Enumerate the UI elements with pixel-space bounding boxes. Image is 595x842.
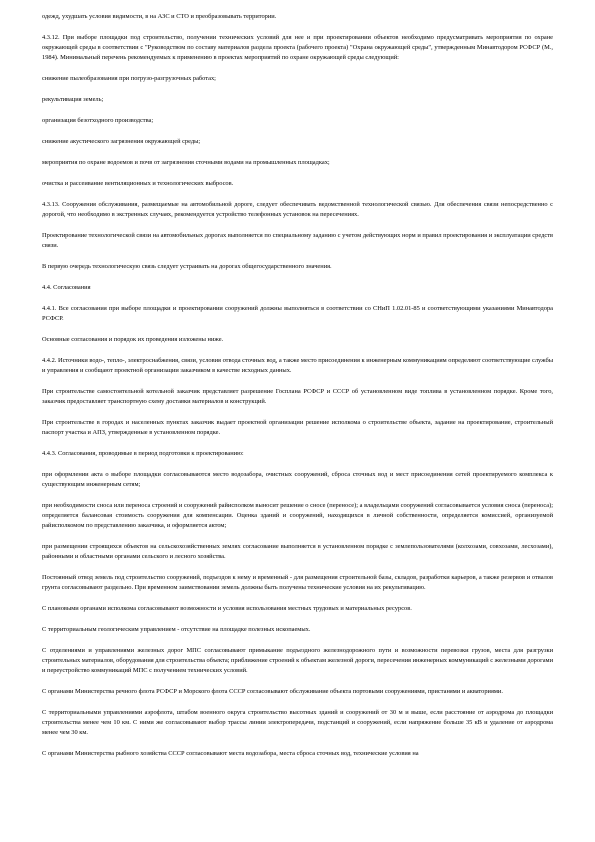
text-paragraph: С плановыми органами исполкома согласовывают возможности и условия использования местных трудовых и материальных ресурсов. bbox=[42, 605, 412, 612]
list-item: при оформлении акта о выборе площадки согласовываются место водозабора, очистных сооружений, сброса сточных вод и мест присоединения сетей проектируемого комплекса к существующим инженерным сетям; bbox=[42, 471, 553, 488]
text-paragraph: С территориальным геологическим управлением - отсутствие на площадке полезных ископаемых. bbox=[42, 626, 311, 633]
list-item: при необходимости сноса или переноса строений и сооружений райисполком выносит решение о сносе (переносе); а владельцами сооружений согласовывается условия сноса (переноса); определяется балансовая стоимость сооружения для компенсации. Оценка зданий и сооружений, находящихся в личной собственности, определяется комиссией, организуемой райисполкомом по представлению заказчика, и оформляется актом; bbox=[42, 502, 553, 529]
text-paragraph: При строительстве самостоятельной котельной заказчик представляет разрешение Госплана РСФСР и СССР об установленном виде топлива в установленном порядке. Кроме того, заказчик предоставляет транспортную схему доставки материалов и конструкций. bbox=[42, 388, 553, 405]
text-paragraph: 4.4.1. Все согласования при выборе площадки и проектировании сооружений должны выполняться в соответствии со СНиП 1.02.01-85 и соответствующими указаниями Минавтодора РСФСР. bbox=[42, 305, 553, 322]
text-paragraph: 4.3.13. Сооружения обслуживания, размещаемые на автомобильной дороге, следует обеспечивать ведомственной технологической связью. Для обеспечения связи непосредственно с дорогой, что необходимо в экстренных случаях, рекомендуется устройство телефонных установок на пересечениях. bbox=[42, 201, 553, 218]
text-paragraph: С органами Министерства речного флота РСФСР и Морского флота СССР согласовывают обслуживание объекта портовыми сооружениями, пристанями и акваториями. bbox=[42, 688, 503, 695]
list-item: при размещении строящихся объектов на сельскохозяйственных землях согласование выполняется в установленном порядке с землепользователями (колхозами, совхозами, лесхозами), районными и областными органами сельского и лесного хозяйства. bbox=[42, 543, 553, 560]
list-item: снижение акустического загрязнения окружающей среды; bbox=[42, 138, 201, 145]
text-paragraph: С территориальными управлениями аэрофлота, штабом военного округа строительство высотных зданий и сооружений от 30 м и выше, если расстояние от аэродрома до площадки строительства менее чем 10 км. С ними же согласовывают выбор трассы линии электропередачи, подстанций и сооружений, если напряжение больше 35 кВ и удаление от аэродрома менее чем 30 км. bbox=[42, 709, 553, 736]
text-paragraph: одежд, ухудшать условия видимости, в на АЗС и СТО и преобразовывать территории. bbox=[42, 13, 277, 20]
list-item: снижение пылеобразования при погрузо-разгрузочных работах; bbox=[42, 75, 216, 82]
text-paragraph: С органами Министерства рыбного хозяйства СССР согласовывают места водозабора, места сброса сточных вод, технические условия на bbox=[42, 750, 419, 757]
text-paragraph: 4.4.2. Источники водо-, тепло-, электроснабжения, связи, условия отвода сточных вод, а также место присоединения к инженерным коммуникациям определяют соответствующие службы и управления и сообщают проектной организации заказчиком в качестве исходных данных. bbox=[42, 357, 553, 374]
text-paragraph: Основные согласования и порядок их проведения изложены ниже. bbox=[42, 336, 224, 343]
text-paragraph: При строительстве в городах и населенных пунктах заказчик выдает проектной организации решение исполкома о строительстве объекта, задание на проектирование, строительный паспорт участка и АПЗ, утвержденные в установленном порядке. bbox=[42, 419, 553, 436]
text-paragraph: 4.4.3. Согласования, проводимые в период подготовки к проектированию: bbox=[42, 450, 244, 457]
list-item: рекультивация земель; bbox=[42, 96, 104, 103]
text-paragraph: Постоянный отвод земель под строительство сооружений, подъездов к нему и временный - для размещения строительной базы, складов, разработки карьеров, а также резервов и отвалов грунта согласовывают раздельно. При временном заимствовании земель должны быть получены технические условия на их рекультивацию. bbox=[42, 574, 553, 591]
text-paragraph: Проектирование технологической связи на автомобильных дорогах выполняется по специальному заданию с учетом действующих норм и правил проектирования и эксплуатации средств связи. bbox=[42, 232, 553, 249]
text-paragraph: В первую очередь технологическую связь следует устраивать на дорогах общегосударственного значения. bbox=[42, 263, 332, 270]
section-heading: 4.4. Согласования bbox=[42, 284, 91, 291]
list-item: очистка и рассеивание вентиляционных и технологических выбросов. bbox=[42, 180, 234, 187]
text-paragraph: С отделениями и управлениями железных дорог МПС согласовывают примыкание подъездного железнодорожного пути и возможности перевозки грузов, места для разгрузки строительных материалов, оборудования для строительства объекта; приближение строений к объектам железной дороги, пересечения инженерных коммуникаций с железными дорогами и переустройство коммуникаций МПС с получением технических условий. bbox=[42, 647, 553, 674]
list-item: организация безотходного производства; bbox=[42, 117, 154, 124]
list-item: мероприятия по охране водоемов и почв от загрязнения сточными водами на промышленных площадках; bbox=[42, 159, 330, 166]
text-paragraph: 4.3.12. При выборе площадки под строительство, получении технических условий для нее и при проектировании объектов необходимо предусматривать мероприятия по охране окружающей среды в соответствии с "Руководством по составу материалов раздела проекта (рабочего проекта) "Охрана окружающей среды", утвержденным Минавтодором РСФСР (М., 1984). Минимальный перечень рекомендуемых к применению в проектах мероприятий по охране окружающей среды следующий: bbox=[42, 34, 553, 61]
